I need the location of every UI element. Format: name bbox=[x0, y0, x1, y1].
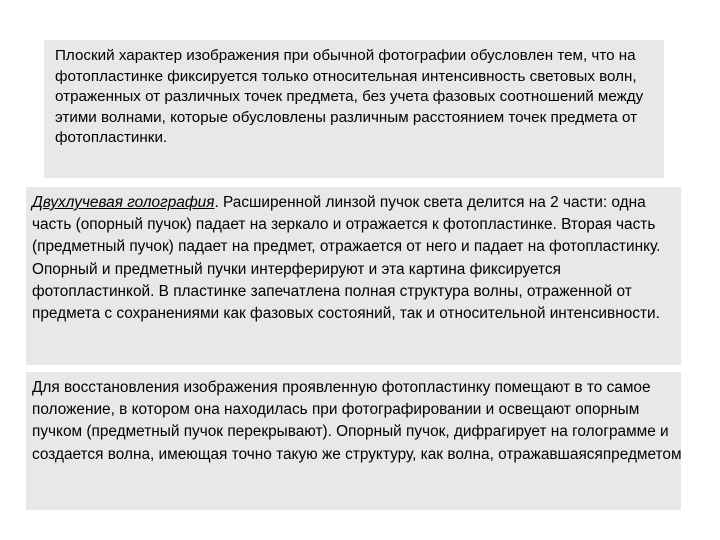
restoration-paragraph: Для восстановления изображения проявленную фотопластинку помещают в то самое положение, в котором она находилась при фотографировании и освещают опорным пучком (предметный пучок перекрывают). Опорный пучок, дифрагирует на голограмме и создается волна, имеющая точно такую же структуру, как волна, отражавшаясяпредметом bbox=[32, 379, 682, 463]
holography-paragraph bbox=[32, 192, 682, 325]
holography-text: . Расширенной линзой пучок света делится на 2 части: одна часть (опорный пучок) падает на зеркало и отражается к фотопластинке. Вторая часть (предметный пучок) падает на предмет, отражается от него и падает на фотопластинку. Опорный и предметный пучки интерферируют и эта картина фиксируется фотопластинкой. В пластинке запечатлена полная структура волны, отраженной от предмета с сохранениями как фазовых состояний, так и относительной интенсивности. bbox=[32, 194, 661, 323]
intro-paragraph: Плоский характер изображения при обычной фотографии обусловлен тем, что на фотопластинке фиксируется только относительная интенсивность световых волн, отраженных от различных точек предмета, без учета фазовых соотношений между этими волнами, которые обусловлены различным расстоянием точек предмета от фотопластинки. bbox=[55, 47, 644, 147]
holography-term: Двухлучевая голография bbox=[32, 194, 215, 211]
